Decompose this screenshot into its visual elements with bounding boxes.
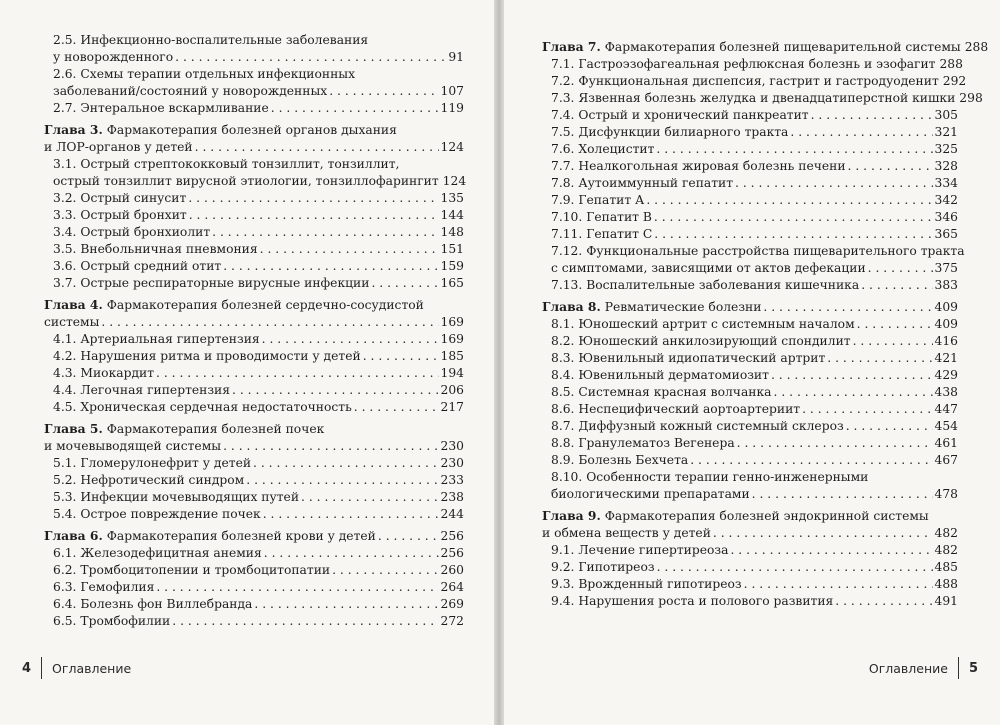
footer-divider — [958, 657, 959, 679]
page-ref: 159 — [440, 259, 464, 273]
entry-title: 5.1. Гломерулонефрит у детей — [53, 456, 252, 470]
page-ref: 383 — [934, 278, 958, 292]
toc-entry — [542, 158, 958, 175]
toc-entry — [542, 209, 958, 226]
entry-line-2 — [542, 525, 958, 542]
page-ref: 230 — [440, 456, 464, 470]
entry-line-1: 7.12. Функциональные расстройства пищеварительного тракта — [551, 244, 965, 258]
entry-text: и обмена веществ у детей — [542, 526, 711, 540]
leader-dots — [657, 559, 933, 576]
entry-title: 9.2. Гипотиреоз — [551, 560, 655, 574]
leader-dots — [654, 209, 933, 226]
page-ref: 447 — [934, 402, 958, 416]
page-ref: 169 — [440, 315, 464, 329]
leader-dots — [232, 382, 439, 399]
entry-title: 7.11. Гепатит С — [551, 227, 653, 241]
toc-entry — [44, 331, 464, 348]
entry-title: 7.13. Воспалительные заболевания кишечника — [551, 278, 860, 292]
toc-entry — [44, 382, 464, 399]
toc-entry — [44, 258, 464, 275]
page-ref: 169 — [440, 332, 464, 346]
leader-dots — [301, 489, 439, 506]
entry-title: 3.5. Внебольничная пневмония — [53, 242, 258, 256]
entry-title: 7.2. Функциональная диспепсия, гастрит и гастродуоденит — [551, 74, 939, 88]
entry-title: 8.3. Ювенильный идиопатический артрит — [551, 351, 826, 365]
page-ref: 438 — [934, 385, 958, 399]
entry-title: 4.2. Нарушения ритма и проводимости у детей — [53, 349, 361, 363]
leader-dots — [223, 258, 438, 275]
chapter-label: Глава 6. — [44, 528, 103, 543]
page-ref: 194 — [440, 366, 464, 380]
leader-dots — [811, 107, 933, 124]
toc-chapter — [542, 38, 989, 56]
page-ref: 185 — [440, 349, 464, 363]
leader-dots — [332, 562, 438, 579]
page-ref: 342 — [934, 193, 958, 207]
page-ref: 217 — [440, 400, 464, 414]
entry-line-2 — [44, 139, 464, 156]
toc-entry — [542, 401, 958, 418]
entry-title: 3.3. Острый бронхит — [53, 208, 187, 222]
toc-chapter — [542, 507, 958, 542]
page-ref: 461 — [934, 436, 958, 450]
toc-column-right — [542, 34, 989, 610]
entry-line-2 — [44, 438, 464, 455]
chapter-label: Глава 7. — [542, 39, 601, 54]
page-ref: 482 — [934, 526, 958, 540]
entry-title: 5.4. Острое повреждение почек — [53, 507, 261, 521]
entry-line-1: 2.5. Инфекционно-воспалительные заболевания — [53, 33, 369, 47]
page-ref: 272 — [440, 614, 464, 628]
entry-line-1 — [44, 121, 464, 139]
page-ref: 238 — [440, 490, 464, 504]
toc-entry — [44, 32, 464, 66]
entry-title: 7.8. Аутоиммунный гепатит — [551, 176, 734, 190]
entry-title: 9.1. Лечение гипертиреоза — [551, 543, 729, 557]
leader-dots — [378, 528, 439, 545]
toc-entry — [542, 593, 958, 610]
leader-dots — [175, 49, 446, 66]
toc-entry — [542, 316, 958, 333]
page-ref: 365 — [934, 227, 958, 241]
toc-entry — [542, 384, 958, 401]
page-ref: 482 — [934, 543, 958, 557]
leader-dots — [802, 401, 932, 418]
toc-entry — [542, 73, 967, 90]
entry-title: 7.5. Дисфункции билиарного тракта — [551, 125, 789, 139]
leader-dots — [835, 593, 932, 610]
leader-dots — [253, 455, 438, 472]
toc-chapter — [542, 298, 958, 316]
leader-dots — [254, 596, 438, 613]
chapter-label: Глава 8. — [542, 299, 601, 314]
toc-entry — [542, 107, 958, 124]
entry-line-2 — [53, 83, 464, 100]
page-ref: 256 — [440, 529, 464, 543]
entry-title: 6.1. Железодефицитная анемия — [53, 546, 262, 560]
page-ref: 144 — [440, 208, 464, 222]
leader-dots — [857, 316, 933, 333]
entry-title: 8.9. Болезнь Бехчета — [551, 453, 689, 467]
toc-entry — [542, 542, 958, 559]
entry-line-1: 8.10. Особенности терапии генно-инженерными — [551, 470, 869, 484]
entry-title: 3.4. Острый бронхиолит — [53, 225, 211, 239]
leader-dots — [156, 365, 438, 382]
page-ref: 346 — [934, 210, 958, 224]
page-ref: 206 — [440, 383, 464, 397]
chapter-label: Глава 9. — [542, 508, 601, 523]
entry-line-2 — [53, 49, 464, 66]
entry-text: у новорожденного — [53, 50, 174, 64]
toc-entry — [542, 175, 958, 192]
leader-dots — [848, 158, 933, 175]
entry-text: Фармакотерапия болезней сердечно-сосудистой — [106, 298, 424, 312]
page-ref: 124 — [442, 174, 467, 188]
leader-dots — [156, 579, 438, 596]
entry-title — [542, 38, 961, 56]
toc-entry — [542, 350, 958, 367]
leader-dots — [271, 100, 439, 117]
page-ref: 244 — [440, 507, 464, 521]
entry-title: 2.7. Энтеральное вскармливание — [53, 101, 269, 115]
leader-dots — [846, 418, 933, 435]
entry-text: Фармакотерапия болезней эндокринной системы — [604, 509, 929, 523]
leader-dots — [771, 367, 933, 384]
leader-dots — [212, 224, 438, 241]
toc-entry — [44, 190, 464, 207]
leader-dots — [790, 124, 932, 141]
page-ref: 135 — [440, 191, 464, 205]
entry-line-1 — [44, 420, 464, 438]
page-ref: 233 — [440, 473, 464, 487]
page-ref: 305 — [934, 108, 958, 122]
footer-divider — [41, 657, 42, 679]
entry-title: 6.4. Болезнь фон Виллебранда — [53, 597, 253, 611]
leader-dots — [646, 192, 932, 209]
entry-title: 8.2. Юношеский анкилозирующий спондилит — [551, 334, 851, 348]
entry-title: 6.3. Гемофилия — [53, 580, 155, 594]
page-ref: 467 — [934, 453, 958, 467]
toc-entry — [44, 399, 464, 416]
toc-entry — [44, 579, 464, 596]
toc-entry — [44, 348, 464, 365]
toc-entry — [44, 100, 464, 117]
entry-title: 5.3. Инфекции мочевыводящих путей — [53, 490, 300, 504]
page-ref: 429 — [934, 368, 958, 382]
page-ref: 334 — [934, 176, 958, 190]
entry-text: и мочевыводящей системы — [44, 439, 222, 453]
chapter-label: Глава 4. — [44, 297, 103, 312]
page-ref: 321 — [934, 125, 958, 139]
toc-entry — [44, 224, 464, 241]
toc-entry — [44, 241, 464, 258]
leader-dots — [101, 314, 438, 331]
page-ref: 488 — [934, 577, 958, 591]
toc-entry — [44, 596, 464, 613]
page-ref: 478 — [934, 487, 958, 501]
page-ref: 421 — [934, 351, 958, 365]
entry-line-1 — [542, 507, 958, 525]
entry-line-1: 2.6. Схемы терапии отдельных инфекционных — [53, 67, 356, 81]
leader-dots — [656, 141, 932, 158]
toc-chapter — [44, 121, 464, 156]
leader-dots — [654, 226, 932, 243]
entry-title: 7.9. Гепатит А — [551, 193, 645, 207]
toc-entry — [542, 192, 958, 209]
leader-dots — [730, 542, 932, 559]
leader-dots — [868, 260, 933, 277]
entry-text: с симптомами, зависящими от актов дефекации — [551, 261, 866, 275]
page-ref: 91 — [448, 50, 464, 64]
page-ref: 491 — [934, 594, 958, 608]
chapter-label: Глава 5. — [44, 421, 103, 436]
page-number: 5 — [968, 660, 978, 676]
entry-title: 3.6. Острый средний отит — [53, 259, 222, 273]
toc-entry — [44, 156, 467, 190]
leader-dots — [195, 139, 439, 156]
entry-text: системы — [44, 315, 100, 329]
page-ref: 288 — [964, 40, 989, 54]
leader-dots — [263, 506, 439, 523]
toc-entry — [542, 333, 958, 350]
entry-title: 8.7. Диффузный кожный системный склероз — [551, 419, 844, 433]
page-ref: 409 — [934, 300, 958, 314]
entry-line-1: 3.1. Острый стрептококковый тонзиллит, тонзиллит, — [53, 157, 400, 171]
entry-title: 8.4. Ювенильный дерматомиозит — [551, 368, 769, 382]
entry-text: Фармакотерапия болезней органов дыхания — [106, 123, 397, 137]
toc-entry — [542, 226, 958, 243]
toc-entry — [542, 141, 958, 158]
toc-entry — [44, 66, 464, 100]
page-ref: 409 — [934, 317, 958, 331]
entry-title: 7.7. Неалкогольная жировая болезнь печени — [551, 159, 846, 173]
toc-entry — [542, 576, 958, 593]
toc-entry — [542, 90, 983, 107]
page-ref: 416 — [934, 334, 958, 348]
leader-dots — [223, 438, 438, 455]
entry-line-2 — [53, 173, 467, 190]
toc-entry — [542, 56, 963, 73]
toc-entry — [44, 489, 464, 506]
page-ref: 298 — [959, 91, 983, 105]
page-number: 4 — [22, 660, 32, 676]
entry-title — [44, 527, 376, 545]
leader-dots — [354, 399, 439, 416]
page-ref: 124 — [440, 140, 464, 154]
entry-text: биологическими препаратами — [551, 487, 750, 501]
leader-dots — [763, 299, 932, 316]
entry-title — [542, 298, 761, 316]
entry-line-2 — [551, 260, 958, 277]
toc-column-left — [44, 32, 467, 630]
entry-text: и ЛОР-органов у детей — [44, 140, 193, 154]
toc-entry — [44, 472, 464, 489]
entry-title: 7.1. Гастроэзофагеальная рефлюксная болезнь и эзофагит — [551, 57, 936, 71]
entry-title: 7.6. Холецистит — [551, 142, 655, 156]
footer-left — [22, 657, 131, 679]
toc-entry — [542, 418, 958, 435]
leader-dots — [690, 452, 932, 469]
leader-dots — [246, 472, 438, 489]
page-right — [504, 0, 1000, 725]
leader-dots — [752, 486, 933, 503]
page-ref: 151 — [440, 242, 464, 256]
entry-title: 7.3. Язвенная болезнь желудка и двенадцатиперстной кишки — [551, 91, 956, 105]
entry-text: Фармакотерапия болезней крови у детей — [106, 529, 376, 543]
entry-title: 4.5. Хроническая сердечная недостаточность — [53, 400, 352, 414]
toc-entry — [542, 469, 958, 503]
leader-dots — [264, 545, 439, 562]
toc-entry — [44, 275, 464, 292]
toc-entry — [542, 435, 958, 452]
entry-line-1 — [44, 296, 464, 314]
entry-title: 7.4. Острый и хронический панкреатит — [551, 108, 809, 122]
entry-title: 4.3. Миокардит — [53, 366, 155, 380]
toc-entry — [44, 613, 464, 630]
toc-entry — [542, 367, 958, 384]
page-ref: 119 — [440, 101, 464, 115]
page-ref: 454 — [934, 419, 958, 433]
entry-title: 3.2. Острый синусит — [53, 191, 187, 205]
page-ref: 288 — [939, 57, 963, 71]
entry-line-2 — [44, 314, 464, 331]
entry-title: 9.4. Нарушения роста и полового развития — [551, 594, 834, 608]
toc-entry — [44, 545, 464, 562]
entry-title: 6.2. Тромбоцитопении и тромбоцитопатии — [53, 563, 331, 577]
leader-dots — [189, 207, 439, 224]
entry-text: заболеваний/состояний у новорожденных — [53, 84, 328, 98]
entry-text: острый тонзиллит вирусной этиологии, тонзиллофарингит — [53, 174, 439, 188]
entry-title: 4.4. Легочная гипертензия — [53, 383, 231, 397]
entry-title: 8.8. Гранулематоз Вегенера — [551, 436, 735, 450]
page-left — [0, 0, 496, 725]
entry-title: 7.10. Гепатит В — [551, 210, 652, 224]
leader-dots — [737, 435, 933, 452]
entry-title: 8.5. Системная красная волчанка — [551, 385, 772, 399]
page-ref: 328 — [934, 159, 958, 173]
toc-entry — [542, 452, 958, 469]
toc-entry — [542, 277, 958, 294]
toc-entry — [44, 455, 464, 472]
toc-chapter — [44, 420, 464, 455]
running-title: Оглавление — [868, 660, 948, 676]
entry-title: 3.7. Острые респираторные вирусные инфекции — [53, 276, 370, 290]
leader-dots — [329, 83, 438, 100]
page-ref: 260 — [440, 563, 464, 577]
toc-entry — [542, 559, 958, 576]
entry-text: Ревматические болезни — [604, 300, 762, 314]
leader-dots — [774, 384, 933, 401]
toc-entry — [44, 506, 464, 523]
entry-text: Фармакотерапия болезней почек — [106, 422, 325, 436]
page-ref: 264 — [440, 580, 464, 594]
entry-title: 8.6. Неспецифический аортоартериит — [551, 402, 801, 416]
page-ref: 230 — [440, 439, 464, 453]
page-ref: 165 — [440, 276, 464, 290]
toc-entry — [44, 207, 464, 224]
entry-title: 9.3. Врожденный гипотиреоз — [551, 577, 742, 591]
leader-dots — [861, 277, 932, 294]
leader-dots — [188, 190, 438, 207]
entry-title: 6.5. Тромбофилии — [53, 614, 171, 628]
toc-entry — [542, 243, 965, 277]
leader-dots — [735, 175, 932, 192]
toc-chapter — [44, 527, 464, 545]
leader-dots — [262, 331, 439, 348]
entry-text: Фармакотерапия болезней пищеварительной системы — [604, 40, 961, 54]
leader-dots — [827, 350, 932, 367]
page-ref: 292 — [942, 74, 967, 88]
page-ref: 269 — [440, 597, 464, 611]
leader-dots — [363, 348, 439, 365]
toc-entry — [44, 365, 464, 382]
page-ref: 256 — [440, 546, 464, 560]
page-ref: 375 — [934, 261, 958, 275]
running-title: Оглавление — [52, 660, 132, 676]
footer-right — [869, 657, 978, 679]
leader-dots — [172, 613, 438, 630]
toc-chapter — [44, 296, 464, 331]
entry-title: 8.1. Юношеский артрит с системным началом — [551, 317, 855, 331]
entry-title: 4.1. Артериальная гипертензия — [53, 332, 260, 346]
page-ref: 148 — [440, 225, 464, 239]
toc-entry — [44, 562, 464, 579]
page-ref: 485 — [934, 560, 958, 574]
leader-dots — [853, 333, 933, 350]
toc-entry — [542, 124, 958, 141]
leader-dots — [371, 275, 438, 292]
entry-line-2 — [551, 486, 958, 503]
entry-title: 5.2. Нефротический синдром — [53, 473, 245, 487]
leader-dots — [744, 576, 933, 593]
chapter-label: Глава 3. — [44, 122, 103, 137]
page-ref: 107 — [440, 84, 464, 98]
page-ref: 325 — [934, 142, 958, 156]
leader-dots — [260, 241, 439, 258]
leader-dots — [713, 525, 933, 542]
